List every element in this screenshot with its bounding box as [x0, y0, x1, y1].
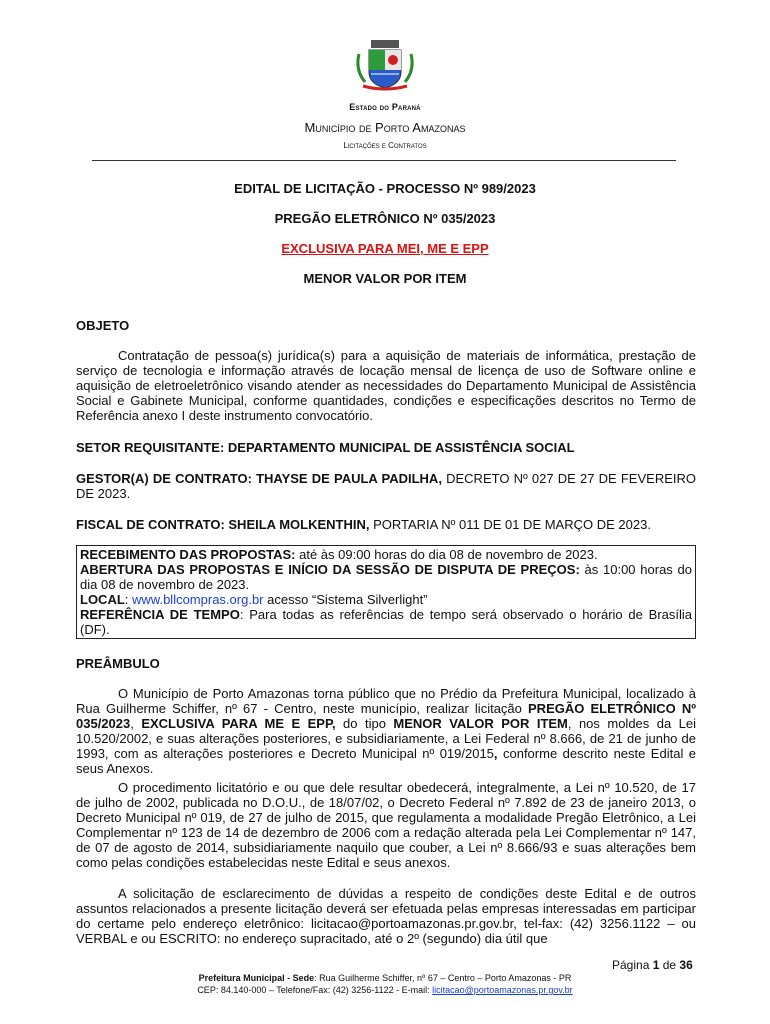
recebimento-line [80, 547, 692, 562]
local-text: acesso “Sistema Silverlight” [263, 592, 428, 607]
gestor-contrato [76, 471, 696, 501]
pregao-title: PREGÃO ELETRÔNICO Nº 035/2023 [274, 211, 496, 226]
dates-box [76, 545, 696, 639]
local-label: LOCAL [80, 592, 125, 607]
municipal-coat-of-arms [355, 40, 415, 92]
page-current: 1 [652, 958, 660, 972]
p1-text-g: , nos moldes da Lei 10.520/2002, e suas alterações posteriores, e subsidiariamente, a Lei Federal nº 8.666, de 21 de junho de 1993, com as alterações posteriores e Decreto Municipal nº 019/2015 [76, 716, 696, 761]
preambulo-paragraph-2: O procedimento licitatório e ou que dele resultar obedecerá, integralmente, a Lei nº 10.520, de 17 de julho de 2002, publicada no D.O.U., de 18/07/02, o Decreto Federal nº 7.892 de 23 de janeiro 2013, o Decreto Municipal nº 019, de 27 de julho de 2015, que regulamenta a modalidade Pregão Eletrônico, a Lei Complementar nº 123 de 14 de dezembro de 2006 com a redação alterada pela Lei Complementar nº 147, de 07 de agosto de 2014, subsidiariamente naquilo que couber, a Lei nº 8.666/93 e suas alterações bem como pelas condições estabelecidas neste Edital e seus anexos. [76, 780, 696, 870]
objeto-heading: OBJETO [76, 318, 130, 333]
edital-title: EDITAL DE LICITAÇÃO - PROCESSO Nº 989/2023 [234, 181, 536, 196]
p1-tipo: do tipo [335, 716, 394, 731]
p1-text-i: conforme descrito neste Edital e seus Anexos. [76, 746, 696, 776]
fiscal-contrato [76, 517, 696, 532]
page-number [612, 958, 693, 972]
p1-sep: , [130, 716, 142, 731]
page-prefix: Página [612, 958, 653, 972]
fiscal-label: FISCAL DE CONTRATO: SHEILA MOLKENTHIN, [76, 517, 370, 532]
referencia-text: : Para todas as referências de tempo será observado o horário de Brasília (DF). [80, 607, 692, 637]
footer-contact [0, 985, 770, 995]
footer-address [0, 973, 770, 983]
header-department: Licitações e Contratos [343, 141, 427, 150]
preambulo-heading: PREÂMBULO [76, 656, 160, 671]
preambulo-paragraph-3: A solicitação de esclarecimento de dúvidas a respeito de condições deste Edital e de outros assuntos relacionados a presente licitação deverá ser efetuada pelas empresas interessadas em participar do certame pelo endereço eletrônico: licitacao@portoamazonas.pr.gov.br, tel-fax: (42) 3256.1122 – ou VERBAL e ou ESCRITO: no endereço supracitado, até o 2º (segundo) dia útil que [76, 886, 696, 946]
local-line [80, 592, 692, 607]
preambulo-paragraph-1 [76, 686, 696, 776]
p1-menor-valor: MENOR VALOR POR ITEM [393, 716, 568, 731]
local-link[interactable]: www.bllcompras.org.br [132, 592, 264, 607]
p1-pregao: PREGÃO ELETRÔNICO Nº 035/2023 [76, 701, 696, 731]
header-divider [92, 160, 676, 161]
page-total: 36 [679, 958, 693, 972]
setor-requisitante: SETOR REQUISITANTE: DEPARTAMENTO MUNICIPAL DE ASSISTÊNCIA SOCIAL [76, 440, 575, 455]
page-of: de [659, 958, 680, 972]
footer-email-link[interactable]: licitacao@portoamazonas.pr.gov.br [432, 985, 573, 995]
referencia-line [80, 607, 692, 637]
p1-comma: , [493, 746, 498, 761]
abertura-label: ABERTURA DAS PROPOSTAS E INÍCIO DA SESSÃO DE DISPUTA DE PREÇOS: [80, 562, 580, 577]
abertura-line [80, 562, 692, 592]
header-municipality: Município de Porto Amazonas [304, 120, 466, 135]
p1-exclusiva: EXCLUSIVA PARA ME E EPP, [141, 716, 336, 731]
recebimento-text: até às 09:00 horas do dia 08 de novembro de 2023. [295, 547, 598, 562]
recebimento-label: RECEBIMENTO DAS PROPOSTAS: [80, 547, 296, 562]
footer-org: Prefeitura Municipal - Sede [198, 973, 315, 983]
p1-text-a: O Município de Porto Amazonas torna público que no Prédio da Prefeitura Municipal, localizado à Rua Guilherme Schiffer, nº 67 - Centro, neste município, realizar licitação [76, 686, 696, 716]
exclusiva-title: EXCLUSIVA PARA MEI, ME E EPP [281, 241, 489, 256]
footer-contact-text: CEP: 84.140-000 – Telefone/Fax: (42) 3256-1122 - E-mail: [197, 985, 433, 995]
objeto-text: Contratação de pessoa(s) jurídica(s) para a aquisição de materiais de informática, prestação de serviço de tecnologia e informação através de locação mensal de licença de uso de Software online e aquisição de eletroeletrônico visando atender as necessidades do Departamento Municipal de Assistência Social e Gabinete Municipal, conforme quantidades, condições e especificações descritos no Termo de Referência anexo I deste instrumento convocatório. [76, 348, 696, 423]
criterio-title: MENOR VALOR POR ITEM [303, 271, 467, 286]
local-sep: : [124, 592, 133, 607]
gestor-label: GESTOR(A) DE CONTRATO: THAYSE DE PAULA PADILHA, [76, 471, 442, 486]
header-state: Estado do Paraná [349, 102, 421, 112]
fiscal-text: PORTARIA Nº 011 DE 01 DE MARÇO DE 2023. [369, 517, 651, 532]
footer-address-text: : Rua Guilherme Schiffer, nº 67 – Centro – Porto Amazonas - PR [314, 973, 572, 983]
abertura-text: às 10:00 horas do dia 08 de novembro de 2023. [80, 562, 692, 592]
referencia-label: REFERÊNCIA DE TEMPO [80, 607, 240, 622]
gestor-text: DECRETO Nº 027 DE 27 DE FEVEREIRO DE 2023. [76, 471, 696, 501]
